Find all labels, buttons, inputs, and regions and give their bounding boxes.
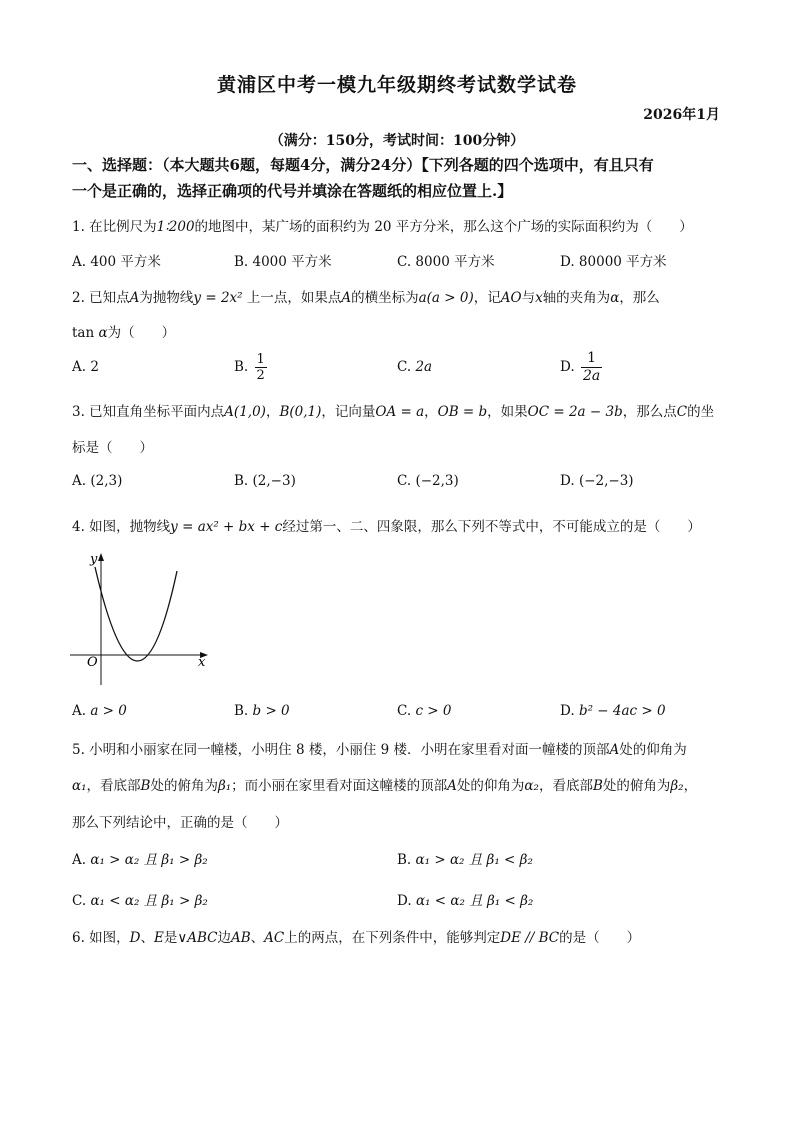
y-axis-label: y xyxy=(90,552,98,567)
q3-option-d-label: D. xyxy=(560,473,575,489)
q3-point-a: A(1,0) xyxy=(224,404,266,420)
q5-beta2: β₂ xyxy=(670,778,684,794)
q3-text-c: ，记向量 xyxy=(321,404,376,420)
q3-option-b-label: B. xyxy=(234,473,249,489)
q5-option-c-label: C. xyxy=(72,893,87,909)
q2-text-rest: 为（ ） xyxy=(107,325,176,341)
q1-option-c[interactable]: C. 8000 平方米 xyxy=(397,254,495,270)
q3-text-g: 的坐 xyxy=(687,404,715,420)
q3-option-c-label: C. xyxy=(397,473,412,489)
q5-point-a: A xyxy=(609,742,620,758)
q3-text-f: ，那么点 xyxy=(622,404,677,420)
q5-l2d: 处的仰角为 xyxy=(456,778,525,794)
q4-text-a: 4. 如图，抛物线 xyxy=(72,519,171,535)
question-2 xyxy=(72,286,660,306)
q5-l2b: 处的俯角为 xyxy=(150,778,218,794)
q6-parallel: DE // BC xyxy=(500,930,560,946)
q4-option-a-label: A. xyxy=(72,703,87,719)
q2-option-d-fraction xyxy=(581,350,602,385)
q2-point-a: A xyxy=(129,290,140,306)
q5-option-a-label: A. xyxy=(72,852,87,868)
q2-text-e: ，记 xyxy=(473,290,501,306)
question-2-line2 xyxy=(72,321,175,341)
q4-text-b: 经过第一、二、四象限，那么下列不等式中，不可能成立的是（ ） xyxy=(282,519,701,535)
q5-option-b-label: B. xyxy=(397,852,412,868)
q6-text-e: 、 xyxy=(250,930,265,946)
q4-option-d-value: b² − 4ac > 0 xyxy=(578,703,666,719)
q1-option-d[interactable]: D. 80000 平方米 xyxy=(560,254,667,270)
q5-l2f: 处的俯角为 xyxy=(602,778,671,794)
q6-text-g: 的是（ ） xyxy=(559,930,641,946)
q5-option-d-label: D. xyxy=(397,893,412,909)
question-1 xyxy=(72,215,693,235)
question-5-line2 xyxy=(72,774,697,794)
q3-option-d[interactable] xyxy=(560,473,634,489)
q2-option-c-value: 2a xyxy=(415,359,433,375)
q5-option-d[interactable] xyxy=(397,889,533,909)
q2-text-c: 上一点，如果点 xyxy=(246,290,342,306)
q5-l2c: ；而小丽在家里看对面这幢楼的顶部 xyxy=(231,778,448,794)
q2-option-d[interactable] xyxy=(560,350,602,385)
q6-text-f: 上的两点，在下列条件中，能够判定 xyxy=(284,930,501,946)
q5-option-a[interactable] xyxy=(72,848,208,868)
section-header-line2: 一个是正确的，选择正确项的代号并填涂在答题纸的相应位置上.】 xyxy=(72,182,513,200)
q2-option-b-fraction xyxy=(255,352,267,383)
q3-option-c[interactable] xyxy=(397,473,459,489)
q3-text-e: ，如果 xyxy=(487,404,528,420)
question-6 xyxy=(72,926,640,946)
q4-option-d-label: D. xyxy=(560,703,575,719)
q1-text-b: 的地图中，某广场的面积约为 20 平方分米，那么这个广场的实际面积约为（ ） xyxy=(194,219,693,235)
q5-l2a: ，看底部 xyxy=(86,778,141,794)
q5-l2g: ， xyxy=(683,778,698,794)
q2-tan: tan xyxy=(72,325,95,341)
q4-option-b-label: B. xyxy=(234,703,249,719)
q5-point-a-2: A xyxy=(447,778,457,794)
q4-option-c-value: c > 0 xyxy=(415,703,452,719)
q3-option-a-label: A. xyxy=(72,473,87,489)
q5-alpha1: α₁ xyxy=(72,778,87,794)
q2-equation: y = 2x² xyxy=(193,290,247,306)
q6-point-d: D xyxy=(129,930,141,946)
q4-option-d[interactable] xyxy=(560,703,666,719)
q2-option-d-label: D. xyxy=(560,359,575,375)
q4-equation: y = ax² + bx + c xyxy=(170,519,283,535)
question-3 xyxy=(72,400,714,420)
q3-option-a[interactable] xyxy=(72,473,122,489)
q1-option-a[interactable]: A. 400 平方米 xyxy=(72,254,161,270)
q5-beta1: β₁ xyxy=(217,778,232,794)
q2-option-b-den: 2 xyxy=(256,368,265,383)
q2-option-c-label: C. xyxy=(397,359,412,375)
question-5-line3: 那么下列结论中，正确的是（ ） xyxy=(72,815,288,831)
q2-text-a: 2. 已知点 xyxy=(72,290,130,306)
q5-l2e: ，看底部 xyxy=(538,778,593,794)
q3-vector-oa: OA = a xyxy=(375,404,425,420)
q4-option-c-label: C. xyxy=(397,703,412,719)
q2-option-b-num: 1 xyxy=(256,352,265,367)
q2-x-axis: x xyxy=(535,290,543,306)
q2-text-b: 为抛物线 xyxy=(139,290,194,306)
q5-option-b[interactable] xyxy=(397,848,533,868)
q3-text-d: ， xyxy=(424,404,438,420)
q5-line1b: 处的仰角为 xyxy=(619,742,687,758)
q2-text-g: 轴的夹角为 xyxy=(542,290,611,306)
q3-point-c: C xyxy=(676,404,688,420)
q2-ao: AO xyxy=(500,290,522,306)
q3-option-d-value: (−2,−3) xyxy=(578,473,634,489)
q2-option-c[interactable] xyxy=(397,359,432,375)
q6-text-c: 是 xyxy=(163,930,178,946)
exam-date: 2026年1月 xyxy=(643,107,720,123)
q4-option-a-value: a > 0 xyxy=(90,703,127,719)
q3-point-b: B(0,1) xyxy=(279,404,322,420)
q3-option-b-value: (2,−3) xyxy=(252,473,296,489)
q2-text-h: ，那么 xyxy=(619,290,660,306)
q2-point-a-2: A xyxy=(341,290,352,306)
q6-text-d: 边 xyxy=(217,930,231,946)
q3-text-b: ， xyxy=(265,404,280,420)
q2-alpha-2: α xyxy=(98,325,108,341)
parabola-curve xyxy=(95,567,177,661)
q4-option-b-value: b > 0 xyxy=(252,703,290,719)
q2-condition: a(a > 0) xyxy=(418,290,474,306)
q6-side-ab: AB xyxy=(231,930,251,946)
exam-subtitle: （满分：150分，考试时间：100分钟） xyxy=(269,133,525,149)
q5-point-b-2: B xyxy=(592,778,603,794)
q3-option-b[interactable] xyxy=(234,473,296,489)
q6-point-e: E xyxy=(154,930,164,946)
q4-option-b[interactable] xyxy=(234,703,290,719)
q1-option-b[interactable]: B. 4000 平方米 xyxy=(234,254,332,270)
q5-option-a-value: α₁ > α₂ 且 β₁ > β₂ xyxy=(90,852,208,868)
q3-option-c-value: (−2,3) xyxy=(415,473,459,489)
q3-text-a: 3. 已知直角坐标平面内点 xyxy=(72,404,225,420)
parabola-graph xyxy=(70,545,220,690)
q5-option-c[interactable] xyxy=(72,889,208,909)
q5-line1: 5. 小明和小丽家在同一幢楼，小明住 8 楼，小丽住 9 楼．小明在家里看对面一幢楼的顶部 xyxy=(72,742,610,758)
q2-option-b-label: B. xyxy=(234,359,249,375)
q1-scale: 1∶200 xyxy=(156,219,195,235)
x-axis-label: x xyxy=(198,655,206,670)
q5-option-d-value: α₁ < α₂ 且 β₁ < β₂ xyxy=(415,893,534,909)
q6-side-ac: AC xyxy=(264,930,285,946)
q2-option-b[interactable] xyxy=(234,352,267,383)
q6-triangle: ∨ABC xyxy=(177,930,218,946)
question-3-line2: 标是（ ） xyxy=(72,440,153,456)
q2-option-d-num: 1 xyxy=(581,350,602,368)
section-header-line1: 一、选择题：（本大题共6题，每题4分，满分24分）【下列各题的四个选项中，有且只有 xyxy=(72,156,654,174)
q4-option-a[interactable] xyxy=(72,703,127,719)
q1-text-a: 1. 在比例尺为 xyxy=(72,219,157,235)
q3-vector-ob: OB = b xyxy=(437,404,488,420)
q2-option-a[interactable]: A. 2 xyxy=(72,359,99,375)
q3-option-a-value: (2,3) xyxy=(90,473,123,489)
q6-text-a: 6. 如图， xyxy=(72,930,130,946)
q3-vector-oc: OC = 2a − 3b xyxy=(527,404,623,420)
q4-option-c[interactable] xyxy=(397,703,451,719)
q2-text-f: 与 xyxy=(521,290,536,306)
q5-point-b: B xyxy=(140,778,151,794)
q2-alpha: α xyxy=(610,290,620,306)
origin-label: O xyxy=(87,655,98,670)
q5-option-b-value: α₁ > α₂ 且 β₁ < β₂ xyxy=(415,852,533,868)
question-4 xyxy=(72,515,701,535)
q2-option-d-den: 2a xyxy=(582,368,601,384)
q6-text-b: 、 xyxy=(140,930,154,946)
question-5 xyxy=(72,738,687,758)
q5-option-c-value: α₁ < α₂ 且 β₁ > β₂ xyxy=(90,893,208,909)
q5-alpha2: α₂ xyxy=(524,778,539,794)
q2-text-d: 的横坐标为 xyxy=(351,290,419,306)
y-axis-arrow xyxy=(98,553,104,561)
exam-title: 黄浦区中考一模九年级期终考试数学试卷 xyxy=(216,74,577,96)
